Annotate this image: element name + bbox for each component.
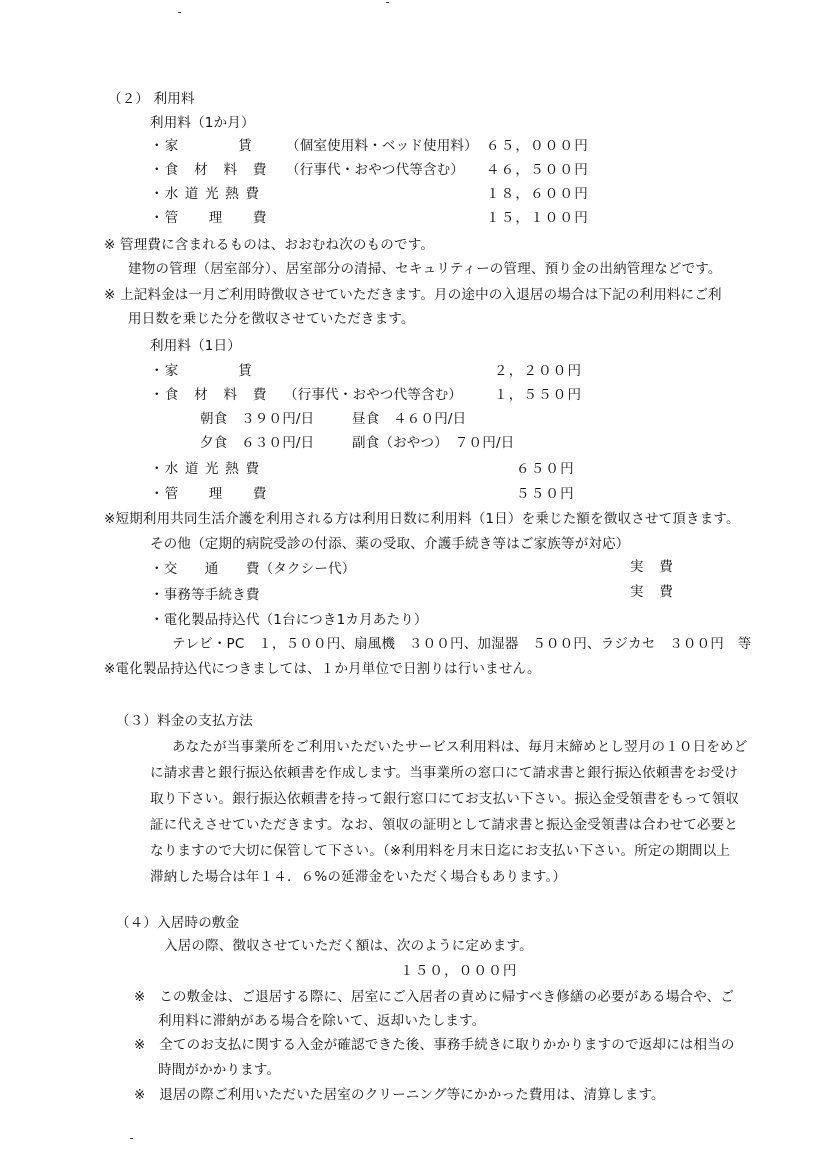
scan-mark bbox=[386, 2, 389, 3]
transport-fee-name: ・交 通 費（タクシー代） bbox=[150, 561, 356, 577]
transport-fee-amount: 実 費 bbox=[630, 559, 675, 575]
lunch-price: 昼食 ４６０円/日 bbox=[352, 411, 467, 427]
appliance-fee-name: ・電化製品持込代（1台につき1カ月あたり） bbox=[150, 612, 428, 628]
deposit-note: ※ 退居の際ご利用いただいた居室のクリーニング等にかかった費用は、清算します。 bbox=[134, 1087, 665, 1103]
note-short-term-use: ※短期利用共同生活介護を利用される方は利用日数に利用料（1日）を乗じた額を徴収させて頂きます。 bbox=[104, 511, 740, 527]
daily-utilities-amount: ６５０円 bbox=[516, 461, 575, 477]
snack-price: 副食（おやつ） ７０円/日 bbox=[352, 435, 515, 451]
payment-paragraph-line: なりますので大切に保管して下さい。（※利用料を月末日迄にお支払い下さい。所定の期間以上 bbox=[150, 843, 731, 859]
daily-food-name: ・食 材 料 費 bbox=[150, 387, 268, 403]
daily-rent-amount: ２，２００円 bbox=[494, 363, 583, 379]
note-billing-line1: ※ 上記料金は一月ご利用時徴収させていただきます。月の途中の入退居の場合は下記の利用料にご利 bbox=[104, 287, 722, 303]
monthly-utilities-name: ・水 道 光 熱 費 bbox=[150, 186, 261, 202]
daily-food-note: （行事代・おやつ代等含む） bbox=[284, 387, 463, 403]
payment-paragraph-line: 滞納した場合は年１４．６%の延滞金をいただく場合もあります。） bbox=[150, 869, 567, 885]
section-heading: （４）入居時の敷金 bbox=[116, 915, 240, 931]
deposit-amount: １５０，０００円 bbox=[400, 963, 518, 979]
deposit-note: 利用料に滞納がある場合を除いて、返却いたします。 bbox=[158, 1013, 486, 1029]
monthly-food-amount: ４６，５００円 bbox=[486, 162, 589, 178]
deposit-intro: 入居の際、徴収させていただく額は、次のように定めます。 bbox=[164, 938, 533, 954]
monthly-food-note: （行事代・おやつ代等含む） bbox=[286, 162, 465, 178]
monthly-management-name: ・管 理 費 bbox=[150, 210, 268, 226]
daily-utilities-name: ・水 道 光 熱 費 bbox=[150, 461, 261, 477]
deposit-note: 時間がかかります。 bbox=[158, 1062, 281, 1078]
payment-paragraph-line: に請求書と銀行振込依頼書を作成します。当事業所の窓口にて請求書と銀行振込依頼書をお受け bbox=[150, 765, 739, 781]
procedure-fee-amount: 実 費 bbox=[630, 584, 675, 600]
daily-food-amount: １，５５０円 bbox=[494, 387, 583, 403]
monthly-rent-note: （個室使用料・ベッド使用料） bbox=[286, 138, 478, 154]
monthly-utilities-amount: １８，６００円 bbox=[486, 186, 589, 202]
appliance-price-list: テレビ・PC １，５００円、扇風機 ３００円、加湿器 ５００円、ラジカセ ３００円 等 bbox=[172, 636, 752, 652]
section-heading: （３）料金の支払方法 bbox=[116, 713, 253, 729]
breakfast-price: 朝食 ３９０円/日 bbox=[200, 411, 315, 427]
daily-management-amount: ５５０円 bbox=[516, 486, 575, 502]
daily-fee-label: 利用料（1日） bbox=[150, 338, 241, 354]
note-management-scope: ※ 管理費に含まれるものは、おおむね次のものです。 bbox=[104, 237, 435, 253]
procedure-fee-name: ・事務等手続き費 bbox=[150, 587, 260, 603]
monthly-rent-name: ・家 賃 bbox=[150, 138, 253, 154]
monthly-rent-amount: ６５，０００円 bbox=[486, 138, 589, 154]
other-fees-label: その他（定期的病院受診の付添、薬の受取、介護手続き等はご家族等が対応） bbox=[150, 536, 630, 552]
monthly-fee-label: 利用料（1か月） bbox=[150, 115, 255, 131]
scan-mark bbox=[178, 12, 181, 13]
deposit-note: ※ 全てのお支払に関する入金が確認できた後、事務手続きに取りかかりますので返却には相当の bbox=[134, 1037, 735, 1053]
dinner-price: 夕食 ６３０円/日 bbox=[200, 435, 315, 451]
monthly-management-amount: １５，１００円 bbox=[486, 210, 589, 226]
section-heading: （２） 利用料 bbox=[108, 91, 195, 107]
note-management-detail: 建物の管理（居室部分）、居室部分の清掃、セキュリティーの管理、預り金の出納管理などです。 bbox=[128, 261, 722, 277]
daily-management-name: ・管 理 費 bbox=[150, 486, 268, 502]
payment-paragraph-line: あなたが当事業所をご利用いただいたサービス利用料は、毎月末締めとし翌月の１０日をめど bbox=[172, 739, 748, 755]
monthly-food-name: ・食 材 料 費 bbox=[150, 162, 268, 178]
note-billing-line2: 用日数を乗じた分を徴収させていただきます。 bbox=[128, 311, 415, 327]
scan-mark bbox=[130, 1138, 133, 1139]
payment-paragraph-line: 証に代えさせていただきます。なお、領収の証明として請求書と振込金受領書は合わせて必要と bbox=[150, 817, 739, 833]
deposit-note: ※ この敷金は、ご退居する際に、居室にご入居者の責めに帰すべき修繕の必要がある場合や、ご bbox=[134, 989, 735, 1005]
note-appliance-no-proration: ※電化製品持込代につきましては、１か月単位で日割りは行いません。 bbox=[104, 661, 541, 677]
payment-paragraph-line: 取り下さい。銀行振込依頼書を持って銀行窓口にてお支払い下さい。振込金受領書をもって領収 bbox=[150, 791, 740, 807]
daily-rent-name: ・家 賃 bbox=[150, 363, 253, 379]
